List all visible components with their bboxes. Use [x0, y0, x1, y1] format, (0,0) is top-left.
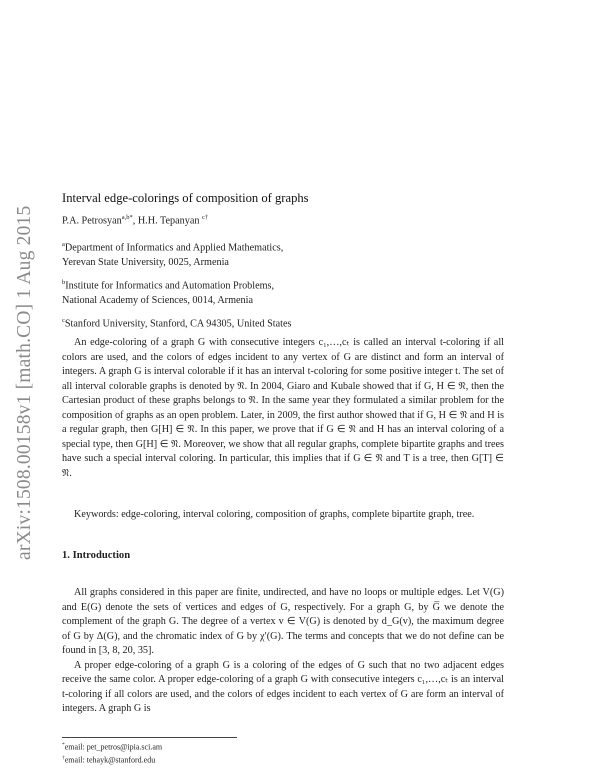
introduction-body	[62, 586, 504, 717]
affiliation-line: National Academy of Sciences, 0014, Armenia	[62, 294, 253, 306]
paper-title: Interval edge-colorings of composition of graphs	[62, 191, 309, 205]
affiliation-mark: b	[62, 279, 66, 286]
footnote-text: email: pet_petros@ipia.sci.am	[64, 742, 163, 752]
paragraph: A proper edge-coloring of a graph G is a coloring of the edges of G such that no two adjacent edges receive the same color. A proper edge-coloring of a graph G with consecutive integers c₁,…,cₜ is an interval t-coloring if all colors are used, and the colors of edges incident to each vertex of G are form an interval of integers. A graph G is	[62, 659, 504, 714]
affiliation-line: Stanford University, Stanford, CA 94305, United States	[64, 318, 292, 330]
affiliation-line: Yerevan State University, 0025, Armenia	[62, 256, 229, 268]
footnote-rule	[62, 737, 237, 738]
paragraph: All graphs considered in this paper are finite, undirected, and have no loops or multiple edges. Let V(G) and E(G) denote the sets of vertices and edges of G, respectively. For a graph G, by G̅ we denote the complement of the graph G. The degree of a vertex v ∈ V(G) is denoted by d_G(v), the maximum degree of G by Δ(G), and the chromatic index of G by χ′(G). The terms and concepts that we do not define can be found in [3, 8, 20, 35].	[62, 587, 504, 656]
author-name: H.H. Tepanyan	[137, 215, 200, 227]
affiliation-mark: c	[62, 317, 65, 324]
author-name: P.A. Petrosyan	[62, 215, 122, 227]
section-heading: 1. Introduction	[62, 550, 131, 561]
footnote-text: email: tehayk@stanford.edu	[64, 755, 156, 765]
author-separator: ,	[132, 215, 138, 227]
affiliation-line: Department of Informatics and Applied Mathematics,	[64, 242, 284, 254]
abstract	[62, 336, 504, 481]
abstract-text: An edge-coloring of a graph G with consecutive integers c₁,…,cₜ is called an interval t-coloring if all colors are used, and the colors of edges incident to any vertex of G are distinct and form an interval of integers. A graph G is interval colorable if it has an interval t-coloring for some positive integer t. The set of all interval colorable graphs is denoted by 𝔑. In 2004, Giaro and Kubale showed that if G, H ∈ 𝔑, then the Cartesian product of these graphs belongs to 𝔑. In the same year they formulated a similar problem for the composition of graphs as an open problem. Later, in 2009, the first author showed that if G, H ∈ 𝔑 and H is a regular graph, then G[H] ∈ 𝔑. In this paper, we prove that if G ∈ 𝔑 and H has an interval coloring of a special type, then G[H] ∈ 𝔑. Moreover, we show that all regular graphs, complete bipartite graphs and trees have such a special interval coloring. In particular, this implies that if G ∈ 𝔑 and T is a tree, then G[T] ∈ 𝔑.	[62, 337, 504, 479]
affiliation	[62, 276, 274, 308]
affiliation	[62, 314, 291, 332]
author-line	[62, 214, 208, 226]
footnote-mark: *	[62, 742, 65, 748]
footnote	[62, 740, 162, 753]
keywords	[62, 508, 504, 523]
footnotes	[62, 740, 162, 765]
author-marks: c†	[202, 214, 209, 221]
arxiv-stamp: arXiv:1508.00158v1 [math.CO] 1 Aug 2015	[14, 205, 35, 560]
keywords-text: Keywords: edge-coloring, interval coloring, composition of graphs, complete bipartite graph, tree.	[74, 509, 475, 520]
author-marks: a,b*	[121, 214, 133, 221]
affiliation-line: Institute for Informatics and Automation Problems,	[65, 280, 275, 292]
affiliation	[62, 238, 283, 270]
affiliation-mark: a	[62, 241, 65, 248]
footnote-mark: †	[62, 754, 65, 761]
footnote	[62, 753, 162, 766]
